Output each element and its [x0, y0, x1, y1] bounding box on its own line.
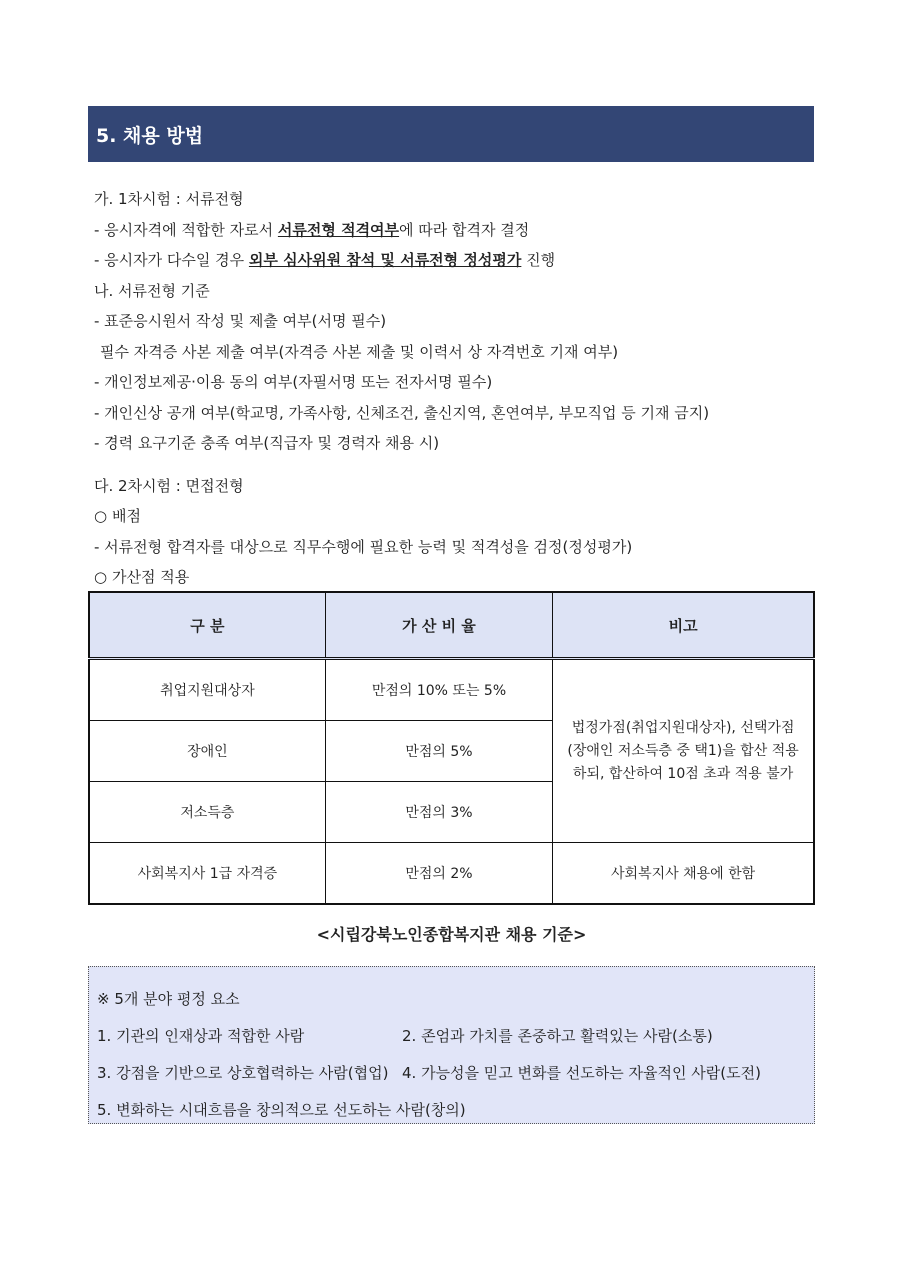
ratio-cell: 만점의 5% — [325, 721, 552, 782]
table-row — [89, 843, 814, 905]
table-row — [89, 659, 814, 721]
header-category: 구 분 — [89, 592, 325, 659]
bonus-table — [88, 591, 815, 905]
evaluation-item: 3. 강점을 기반으로 상호협력하는 사람(협업) — [97, 1064, 389, 1082]
ratio-cell: 만점의 10% 또는 5% — [325, 659, 552, 721]
category-cell: 저소득층 — [89, 782, 325, 843]
first-exam-line2: - 응시자가 다수일 경우 외부 심사위원 참석 및 서류전형 정성평가 진행 — [94, 251, 556, 269]
content-lines — [94, 184, 814, 593]
note-cell-merged: 법정가점(취업지원대상자), 선택가점(장애인 저소득층 중 택1)을 합산 적용하되, 합산하여 10점 초과 적용 불가 — [553, 659, 814, 843]
first-exam-line1: - 응시자격에 적합한 자로서 서류전형 적격여부에 따라 합격자 결정 — [94, 220, 530, 239]
criteria-item: - 표준응시원서 작성 및 제출 여부(서명 필수) — [94, 312, 387, 330]
evaluation-box — [88, 966, 815, 1124]
evaluation-title: ※ 5개 분야 평정 요소 — [97, 990, 240, 1008]
section-header — [88, 106, 814, 162]
first-exam-heading: 가. 1차시험 : 서류전형 — [94, 190, 244, 208]
criteria-item: - 개인정보제공·이용 동의 여부(자필서명 또는 전자서명 필수) — [94, 373, 493, 391]
circle-bullet-icon: ○ — [94, 507, 108, 525]
table-header-row — [89, 592, 814, 659]
evaluation-row — [97, 1092, 814, 1129]
second-exam-heading: 다. 2차시험 : 면접전형 — [94, 476, 244, 495]
criteria-item: - 경력 요구기준 충족 여부(직급자 및 경력자 채용 시) — [94, 434, 440, 452]
category-cell: 취업지원대상자 — [89, 659, 325, 721]
table-caption: <시립강북노인종합복지관 채용 기준> — [316, 925, 587, 944]
criteria-item: 필수 자격증 사본 제출 여부(자격증 사본 제출 및 이력서 상 자격번호 기재 여부) — [100, 342, 619, 361]
evaluation-item: 2. 존엄과 가치를 존중하고 활력있는 사람(소통) — [402, 1027, 713, 1045]
allocation-line: ○ 배점 — [94, 501, 814, 532]
evaluation-row — [97, 1018, 814, 1055]
evaluation-item: 4. 가능성을 믿고 변화를 선도하는 자율적인 사람(도전) — [402, 1064, 761, 1082]
evaluation-item: 5. 변화하는 시대흐름을 창의적으로 선도하는 사람(창의) — [97, 1101, 466, 1119]
note-cell: 사회복지사 채용에 한함 — [553, 843, 814, 905]
category-cell: 장애인 — [89, 721, 325, 782]
ratio-cell: 만점의 3% — [325, 782, 552, 843]
evaluation-row — [97, 1055, 814, 1092]
category-cell: 사회복지사 1급 자격증 — [89, 843, 325, 905]
bonus-line: ○ 가산점 적용 — [94, 562, 814, 593]
header-note: 비고 — [553, 592, 814, 659]
evaluation-item: 1. 기관의 인재상과 적합한 사람 — [97, 1027, 305, 1045]
section-title: 5. 채용 방법 — [96, 124, 204, 147]
criteria-heading: 나. 서류전형 기준 — [94, 281, 210, 300]
allocation-desc: - 서류전형 합격자를 대상으로 직무수행에 필요한 능력 및 적격성을 검정(정성평가) — [94, 537, 633, 556]
criteria-item: - 개인신상 공개 여부(학교명, 가족사항, 신체조건, 출신지역, 혼연여부, 부모직업 등 기재 금지) — [94, 403, 710, 422]
header-ratio: 가 산 비 율 — [325, 592, 552, 659]
circle-bullet-icon: ○ — [94, 568, 108, 586]
ratio-cell: 만점의 2% — [325, 843, 552, 905]
